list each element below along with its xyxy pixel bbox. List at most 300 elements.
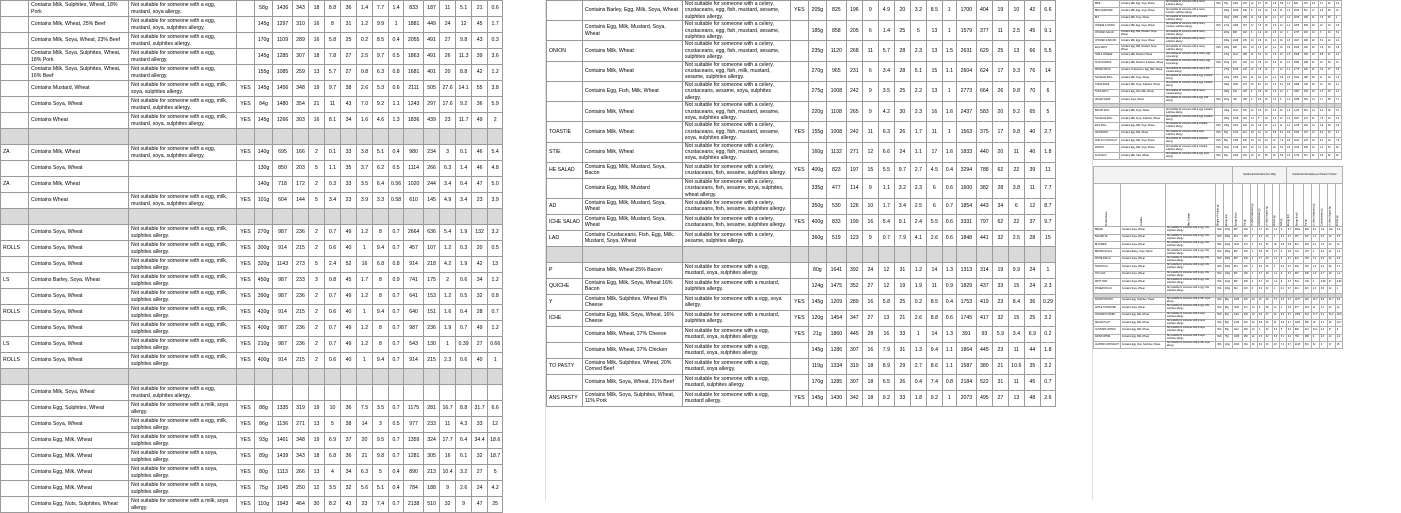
nutrition-value-cell: 445 — [976, 342, 992, 358]
nutrition-value-cell: 32 — [1327, 319, 1335, 326]
nutrition-value-cell: 9.2 — [926, 390, 942, 406]
nutrition-value-cell: 1906 — [1293, 52, 1303, 59]
vegetarian-cell — [790, 374, 808, 390]
contains-cell: Contains Barley, Egg, Milk, Soya, Wheat — [582, 1, 682, 21]
nutrition-value-cell: 1.1 — [1272, 74, 1279, 81]
vegetarian-cell — [790, 81, 808, 101]
nutrition-value-cell: 808 — [1232, 30, 1242, 37]
nutrition-value-cell: 1114 — [404, 161, 424, 177]
nutrition-value-cell: 976 — [1232, 60, 1242, 67]
nutrition-value-cell: 27 — [341, 49, 357, 65]
nutrition-value-cell: 29 — [1335, 152, 1342, 159]
weight-cell: 270g — [255, 225, 273, 241]
nutrition-value-cell: 1.6 — [1311, 264, 1319, 271]
nutrition-value-cell: 3.7 — [357, 161, 373, 177]
nutrition-value-cell: 19 — [894, 278, 910, 294]
nutrition-value-cell: 16 — [862, 342, 878, 358]
separator-cell — [808, 246, 826, 262]
nutrition-value-cell: 3.2 — [1335, 227, 1342, 234]
vegetarian-cell: YES — [237, 81, 255, 97]
nutrition-value-cell: 0.7 — [389, 241, 404, 257]
table-row — [547, 61, 1056, 81]
may-contain-cell: Not suitable for someone with a egg, mustard allergy. — [129, 49, 237, 65]
vegetarian-cell: YES — [237, 193, 255, 209]
nutrition-value-cell: 27 — [440, 33, 456, 49]
nutrition-value-cell: 6 — [1250, 97, 1257, 104]
nutrition-value-cell: 9.9 — [373, 17, 389, 33]
nutrition-value-cell: 6.8 — [373, 257, 389, 273]
product-name-cell: ONION — [547, 41, 583, 61]
nutrition-value-cell: 21 — [1311, 152, 1319, 159]
weight-cell: 199g — [1223, 37, 1232, 44]
vegetarian-cell — [790, 178, 808, 198]
column-header: Carbohydrate (g) — [1319, 184, 1327, 227]
separator-cell — [682, 246, 790, 262]
weight-cell: 206g — [1223, 8, 1232, 15]
nutrition-value-cell: 1 — [389, 17, 404, 33]
nutrition-value-cell: 0.7 — [1257, 256, 1264, 263]
contains-cell: Contains Egg, Milk, Mustard — [582, 178, 682, 198]
nutrition-value-cell: 44 — [1024, 342, 1040, 358]
nutrition-value-cell: 13 — [1335, 241, 1342, 248]
nutrition-value-cell: 1.9 — [1257, 45, 1264, 52]
nutrition-value-cell: 2.4 — [910, 214, 926, 230]
nutrition-value-cell: 36 — [1024, 294, 1040, 310]
nutrition-value-cell: 20 — [1272, 312, 1279, 319]
table-row — [1094, 60, 1342, 67]
nutrition-value-cell: 342 — [846, 390, 862, 406]
nutrition-value-cell: 234 — [424, 145, 440, 161]
nutrition-value-cell: 12 — [862, 142, 878, 162]
may-contain-cell: Not suitable for someone with a egg, milk, mustard, soya, sulphites allergy. — [129, 113, 237, 129]
nutrition-value-cell: 34 — [341, 113, 357, 129]
nutrition-value-cell: 42 — [1264, 130, 1272, 137]
nutrition-value-cell: 2 — [309, 225, 325, 241]
nutrition-value-cell: 0.9 — [942, 278, 956, 294]
nutrition-value-cell: 1313 — [956, 262, 976, 278]
nutrition-value-cell: 3.2 — [1040, 358, 1055, 374]
nutrition-value-cell: 510 — [1303, 342, 1311, 349]
nutrition-value-cell: 12 — [878, 278, 894, 294]
nutrition-value-cell: 0.7 — [325, 225, 341, 241]
nutrition-value-cell: 40 — [472, 353, 488, 369]
nutrition-value-cell: 0.2 — [1040, 326, 1055, 342]
nutrition-value-cell: 7.4 — [926, 374, 942, 390]
nutrition-value-cell: 1.1 — [942, 358, 956, 374]
table-row — [1, 113, 503, 129]
nutrition-value-cell: 828 — [1293, 1, 1303, 8]
nutrition-value-cell: 13 — [309, 65, 325, 81]
weight-cell: 275g — [808, 81, 826, 101]
nutrition-value-cell: 9 — [862, 102, 878, 122]
nutrition-value-cell: 0.7 — [1319, 271, 1327, 278]
nutrition-value-cell: 343 — [293, 1, 309, 17]
nutrition-value-cell: 13 — [926, 81, 942, 101]
nutrition-value-cell: 45 — [341, 273, 357, 289]
nutrition-value-cell: 25 — [992, 41, 1008, 61]
nutrition-value-cell: 1.1 — [878, 178, 894, 198]
nutrition-value-cell: 1.2 — [1335, 271, 1342, 278]
nutrition-value-cell: 225 — [1242, 89, 1250, 96]
nutrition-value-cell: 15 — [926, 61, 942, 81]
nutrition-value-cell: 281 — [424, 401, 440, 417]
nutrition-value-cell: 17 — [1250, 23, 1257, 30]
nutrition-value-cell: 0.8 — [389, 65, 404, 81]
nutrition-value-cell: 1.9 — [910, 278, 926, 294]
nutrition-value-cell: 8 — [373, 225, 389, 241]
product-name-cell: VEGAN WRAP — [1094, 97, 1120, 104]
nutrition-value-cell: 9 — [862, 178, 878, 198]
table-row — [1094, 130, 1342, 137]
table-row — [1094, 305, 1343, 312]
nutrition-value-cell: 2.7 — [1319, 89, 1327, 96]
nutrition-value-cell: 0.8 — [389, 257, 404, 273]
nutrition-value-cell: 24 — [1250, 138, 1257, 145]
weight-cell — [255, 385, 273, 401]
nutrition-value-cell: 42 — [1327, 37, 1335, 44]
table-row — [547, 390, 1056, 406]
nutrition-value-cell: 2.3 — [1311, 286, 1319, 293]
nutrition-value-cell: 19 — [1250, 312, 1257, 319]
nutrition-value-cell: 6.2 — [1272, 60, 1279, 67]
nutrition-value-cell: 0.4 — [910, 374, 926, 390]
may-contain-cell: Not suitable for someone with a celery, crustaceans, fish, sesame, sulphites allergy. — [682, 162, 790, 178]
contains-cell: Contains Soya, Wheat — [1120, 241, 1165, 248]
nutrition-value-cell: 15 — [1008, 278, 1024, 294]
nutrition-value-cell: 1282 — [1232, 23, 1242, 30]
nutrition-value-cell: 3.9 — [357, 193, 373, 209]
product-name-cell: AD — [547, 198, 583, 214]
nutrition-value-cell: 987 — [404, 321, 424, 337]
nutrition-value-cell: 18 — [862, 390, 878, 406]
table-row — [1, 305, 503, 321]
product-name-cell — [547, 342, 583, 358]
table-row — [547, 1, 1056, 21]
may-contain-cell: Not suitable for someone with a soya, sulphites allergy. — [129, 433, 237, 449]
nutrition-value-cell: 0.8 — [325, 273, 341, 289]
nutrition-value-cell: 18 — [309, 49, 325, 65]
nutrition-value-cell: 2 — [1250, 234, 1257, 241]
contains-cell: Contains Milk, Soya, Sulphites, Wheat — [1120, 82, 1165, 89]
table-row — [1, 497, 503, 513]
nutrition-value-cell: 16 — [1311, 319, 1319, 326]
separator-cell — [582, 246, 682, 262]
nutrition-value-cell: 8.5 — [926, 294, 942, 310]
vegetarian-cell — [237, 177, 255, 193]
nutrition-value-cell: 1788 — [1232, 138, 1242, 145]
nutrition-value-cell: 5.8 — [325, 33, 341, 49]
nutrition-value-cell: 388 — [1303, 74, 1311, 81]
nutrition-value-cell: 13 — [1311, 30, 1319, 37]
nutrition-value-cell: 3.5 — [373, 401, 389, 417]
nutrition-value-cell: 0.7 — [878, 230, 894, 246]
may-contain-cell: Not suitable for someone with a milk, soya allergy. — [129, 497, 237, 513]
nutrition-value-cell: 505 — [424, 81, 440, 97]
nutrition-value-cell: 1 — [357, 353, 373, 369]
nutrition-value-cell: 215 — [1242, 264, 1250, 271]
column-header: Protein (g) — [1272, 184, 1279, 227]
nutrition-value-cell: 1143 — [273, 257, 293, 273]
nutrition-value-cell: 348 — [1242, 312, 1250, 319]
nutrition-value-cell: 0.4 — [942, 294, 956, 310]
nutrition-value-cell: 175 — [1303, 249, 1311, 256]
nutrition-value-cell: 9.7 — [325, 81, 341, 97]
product-name-cell — [547, 21, 583, 41]
nutrition-value-cell: 7.9 — [1279, 138, 1286, 145]
nutrition-value-cell: 323 — [1242, 74, 1250, 81]
nutrition-value-cell: 6.4 — [1319, 312, 1327, 319]
weight-cell: 110g — [1223, 342, 1232, 349]
nutrition-value-cell: 1.5 — [1286, 74, 1293, 81]
nutrition-value-cell: 2155 — [1293, 8, 1303, 15]
nutrition-value-cell: 16 — [878, 326, 894, 342]
nutrition-value-cell: 236 — [293, 289, 309, 305]
separator-cell — [992, 246, 1008, 262]
nutrition-value-cell: 3.2 — [894, 178, 910, 198]
nutrition-value-cell: 1742 — [1293, 152, 1303, 159]
nutrition-value-cell: 4.9 — [1272, 8, 1279, 15]
nutrition-table-left — [0, 0, 503, 513]
nutrition-value-cell: 419 — [976, 294, 992, 310]
nutrition-value-cell: 906 — [1232, 45, 1242, 52]
separator-cell — [325, 369, 341, 385]
nutrition-value-cell: 16 — [926, 102, 942, 122]
nutrition-value-cell: 231 — [846, 61, 862, 81]
separator-cell — [325, 209, 341, 225]
may-contain-cell: Not suitable for someone with a egg, milk, sulphites allergy. — [129, 417, 237, 433]
separator-cell — [255, 369, 273, 385]
nutrition-value-cell: 2184 — [956, 374, 976, 390]
nutrition-value-cell: 0.7 — [1286, 271, 1293, 278]
weight-cell: 450g — [1223, 249, 1232, 256]
table-row — [1094, 123, 1342, 130]
nutrition-value-cell: 7.7 — [1040, 178, 1055, 198]
nutrition-value-cell: 24 — [1311, 145, 1319, 152]
may-contain-cell: Not suitable for someone with a egg, mustard allergy. — [1165, 82, 1215, 89]
nutrition-value-cell: 439 — [424, 113, 440, 129]
nutrition-value-cell: 16.7 — [440, 401, 456, 417]
may-contain-cell: Not suitable for someone with a egg, mustard, soya, sulphites allergy. — [129, 145, 237, 161]
contains-cell: Contains Egg, Fish, Milk, Wheat — [1120, 89, 1165, 96]
separator-cell — [488, 129, 503, 145]
weight-cell: 390g — [1223, 256, 1232, 263]
nutrition-value-cell: 2631 — [956, 41, 976, 61]
table-row — [1094, 342, 1343, 349]
nutrition-value-cell: 22 — [1250, 145, 1257, 152]
contains-cell: Contains Egg, Nuts, Sulphites, Wheat — [1120, 342, 1165, 349]
separator-cell — [976, 246, 992, 262]
nutrition-value-cell: 1833 — [956, 142, 976, 162]
nutrition-value-cell: 4.1 — [1335, 130, 1342, 137]
vegetarian-cell — [1215, 89, 1223, 96]
weight-cell: 75g — [1223, 334, 1232, 341]
nutrition-value-cell: 1285 — [826, 374, 846, 390]
may-contain-cell: Not suitable for someone with a milk, soya allergy. — [1165, 342, 1215, 349]
nutrition-value-cell: 3 — [1319, 30, 1327, 37]
nutrition-value-cell: 43 — [1327, 30, 1335, 37]
nutrition-value-cell: 5 — [1335, 327, 1342, 334]
nutrition-value-cell: 27 — [1327, 278, 1335, 285]
nutrition-value-cell: 2.6 — [1257, 37, 1264, 44]
table-row — [547, 122, 1056, 142]
nutrition-value-cell: 5.7 — [878, 41, 894, 61]
nutrition-value-cell: 27 — [1327, 327, 1335, 334]
vegetarian-cell: YES — [790, 310, 808, 326]
nutrition-value-cell: 0.7 — [325, 321, 341, 337]
nutrition-value-cell: 3.3 — [1335, 115, 1342, 122]
nutrition-value-cell: 16 — [1279, 37, 1286, 44]
nutrition-value-cell: 9.4 — [373, 305, 389, 321]
nutrition-value-cell: 36 — [341, 1, 357, 17]
contains-cell: Contains Milk, Wheat 25% Bacon — [582, 262, 682, 278]
header-group-row — [1094, 167, 1343, 184]
nutrition-value-cell: 20 — [992, 102, 1008, 122]
nutrition-value-cell: 987 — [273, 225, 293, 241]
nutrition-value-cell: 38 — [1327, 82, 1335, 89]
nutrition-value-cell: 0.7 — [456, 321, 472, 337]
nutrition-value-cell: 825 — [826, 1, 846, 21]
nutrition-value-cell: 1085 — [273, 65, 293, 81]
product-name-cell — [1, 401, 29, 417]
table-row — [1094, 334, 1343, 341]
nutrition-value-cell: 0.6 — [942, 310, 956, 326]
nutrition-value-cell: 604 — [273, 193, 293, 209]
nutrition-value-cell: 1021 — [1232, 123, 1242, 130]
nutrition-value-cell: 1113 — [1232, 327, 1242, 334]
nutrition-value-cell: 3.9 — [1257, 15, 1264, 22]
nutrition-value-cell: 12 — [456, 17, 472, 33]
nutrition-value-cell: 0.9 — [1286, 130, 1293, 137]
nutrition-value-cell: 2.2 — [1272, 115, 1279, 122]
weight-cell: 120g — [1223, 74, 1232, 81]
separator-cell — [1008, 246, 1024, 262]
vegetarian-cell: YES — [1215, 60, 1223, 67]
nutrition-value-cell: 2 — [309, 337, 325, 353]
nutrition-value-cell: 6.8 — [1279, 241, 1286, 248]
nutrition-value-cell: 2.3 — [910, 102, 926, 122]
nutrition-value-cell: 8.8 — [926, 310, 942, 326]
nutrition-value-cell: 36 — [1327, 123, 1335, 130]
nutrition-value-cell: 1.1 — [389, 97, 404, 113]
nutrition-value-cell: 24 — [1024, 262, 1040, 278]
separator-cell — [456, 129, 472, 145]
table-row — [547, 142, 1056, 162]
table-row — [1094, 37, 1342, 44]
product-name-cell — [547, 102, 583, 122]
product-name-cell — [1, 1, 29, 17]
contains-cell: Contains Egg, Sulphites, Wheat — [1120, 297, 1165, 304]
may-contain-cell: Not suitable for someone with a egg, milk allergy. — [1165, 97, 1215, 104]
column-header: Energy (kJ) — [1223, 184, 1232, 227]
nutrition-value-cell: 40 — [341, 305, 357, 321]
nutrition-value-cell: 37 — [1327, 67, 1335, 74]
nutrition-value-cell: 914 — [1293, 286, 1303, 293]
separator-cell — [341, 369, 357, 385]
weight-cell: 110g — [1223, 145, 1232, 152]
nutrition-value-cell: 30 — [1250, 342, 1257, 349]
nutrition-value-cell: 11 — [1008, 374, 1024, 390]
nutrition-value-cell: 12 — [1250, 67, 1257, 74]
nutrition-value-cell: 250 — [293, 481, 309, 497]
table-row — [547, 198, 1056, 214]
nutrition-value-cell: 26 — [894, 122, 910, 142]
may-contain-header: May Contain — [1165, 184, 1215, 227]
nutrition-value-cell: 52 — [1327, 152, 1335, 159]
nutrition-value-cell: 34.4 — [1327, 312, 1335, 319]
nutrition-value-cell: 1 — [942, 21, 956, 41]
product-name-cell: ALMOND CROISSANT — [1094, 342, 1121, 349]
nutrition-value-cell: 7.4 — [1279, 342, 1286, 349]
nutrition-value-cell: 203 — [293, 161, 309, 177]
nutrition-value-cell: 0.7 — [1257, 278, 1264, 285]
nutrition-value-cell: 45 — [472, 17, 488, 33]
nutrition-value-cell: 3.2 — [1319, 327, 1327, 334]
nutrition-value-cell: 271 — [1242, 305, 1250, 312]
nutrition-value-cell: 10 — [1257, 297, 1264, 304]
may-contain-cell: Not suitable for someone with a egg, milk, sulphites allergy. — [129, 241, 237, 257]
nutrition-value-cell: 49 — [472, 321, 488, 337]
nutrition-value-cell: 1 — [1335, 286, 1342, 293]
vegetarian-cell: YES — [237, 433, 255, 449]
nutrition-value-cell: 428 — [1242, 138, 1250, 145]
nutrition-value-cell: 236 — [1242, 278, 1250, 285]
nutrition-value-cell: 10 — [862, 198, 878, 214]
nutrition-value-cell: 62 — [992, 162, 1008, 178]
separator-cell — [404, 129, 424, 145]
nutrition-value-cell: 6.6 — [1040, 1, 1055, 21]
nutrition-value-cell: 33 — [894, 326, 910, 342]
nutrition-value-cell: 0.8 — [1286, 241, 1293, 248]
nutrition-value-cell: 1.7 — [910, 122, 926, 142]
nutrition-value-cell: 16 — [309, 17, 325, 33]
nutrition-value-cell: 4 — [1257, 327, 1264, 334]
nutrition-value-cell: 5.9 — [992, 326, 1008, 342]
nutrition-value-cell: 23 — [440, 113, 456, 129]
separator-cell — [237, 209, 255, 225]
contains-cell: Contains Egg, Milk, Soya, Wheat — [1120, 145, 1165, 152]
nutrition-value-cell: 1430 — [826, 390, 846, 406]
table-row — [1, 97, 503, 113]
nutrition-value-cell: 41 — [1327, 52, 1335, 59]
vegetarian-cell — [790, 198, 808, 214]
nutrition-value-cell: 415 — [1303, 30, 1311, 37]
product-name-cell — [1, 33, 29, 49]
nutrition-value-cell: 2 — [309, 145, 325, 161]
nutrition-value-cell: 1836 — [404, 113, 424, 129]
vegetarian-cell — [237, 65, 255, 81]
nutrition-value-cell: 9.8 — [1008, 122, 1024, 142]
nutrition-value-cell: 49 — [1264, 278, 1272, 285]
nutrition-value-cell: 12 — [1024, 198, 1040, 214]
product-name-cell: ICHE SALAD — [547, 214, 583, 230]
weight-cell: 150g — [1223, 115, 1232, 122]
nutrition-value-cell: 445 — [846, 326, 862, 342]
nutrition-value-cell: 28 — [862, 326, 878, 342]
weight-cell: 235g — [808, 41, 826, 61]
nutrition-value-cell: 23 — [1250, 130, 1257, 137]
nutrition-value-cell: 6.3 — [1272, 327, 1279, 334]
table-row — [1094, 15, 1342, 22]
nutrition-value-cell: 0.8 — [1286, 138, 1293, 145]
separator-cell — [404, 209, 424, 225]
separator-cell — [424, 369, 440, 385]
nutrition-value-cell: 0.7 — [389, 433, 404, 449]
nutrition-value-cell: 6.3 — [357, 465, 373, 481]
separator-cell — [472, 209, 488, 225]
nutrition-value-cell: 245 — [1242, 37, 1250, 44]
nutrition-value-cell: 0.6 — [942, 230, 956, 246]
nutrition-value-cell: 25 — [894, 81, 910, 101]
